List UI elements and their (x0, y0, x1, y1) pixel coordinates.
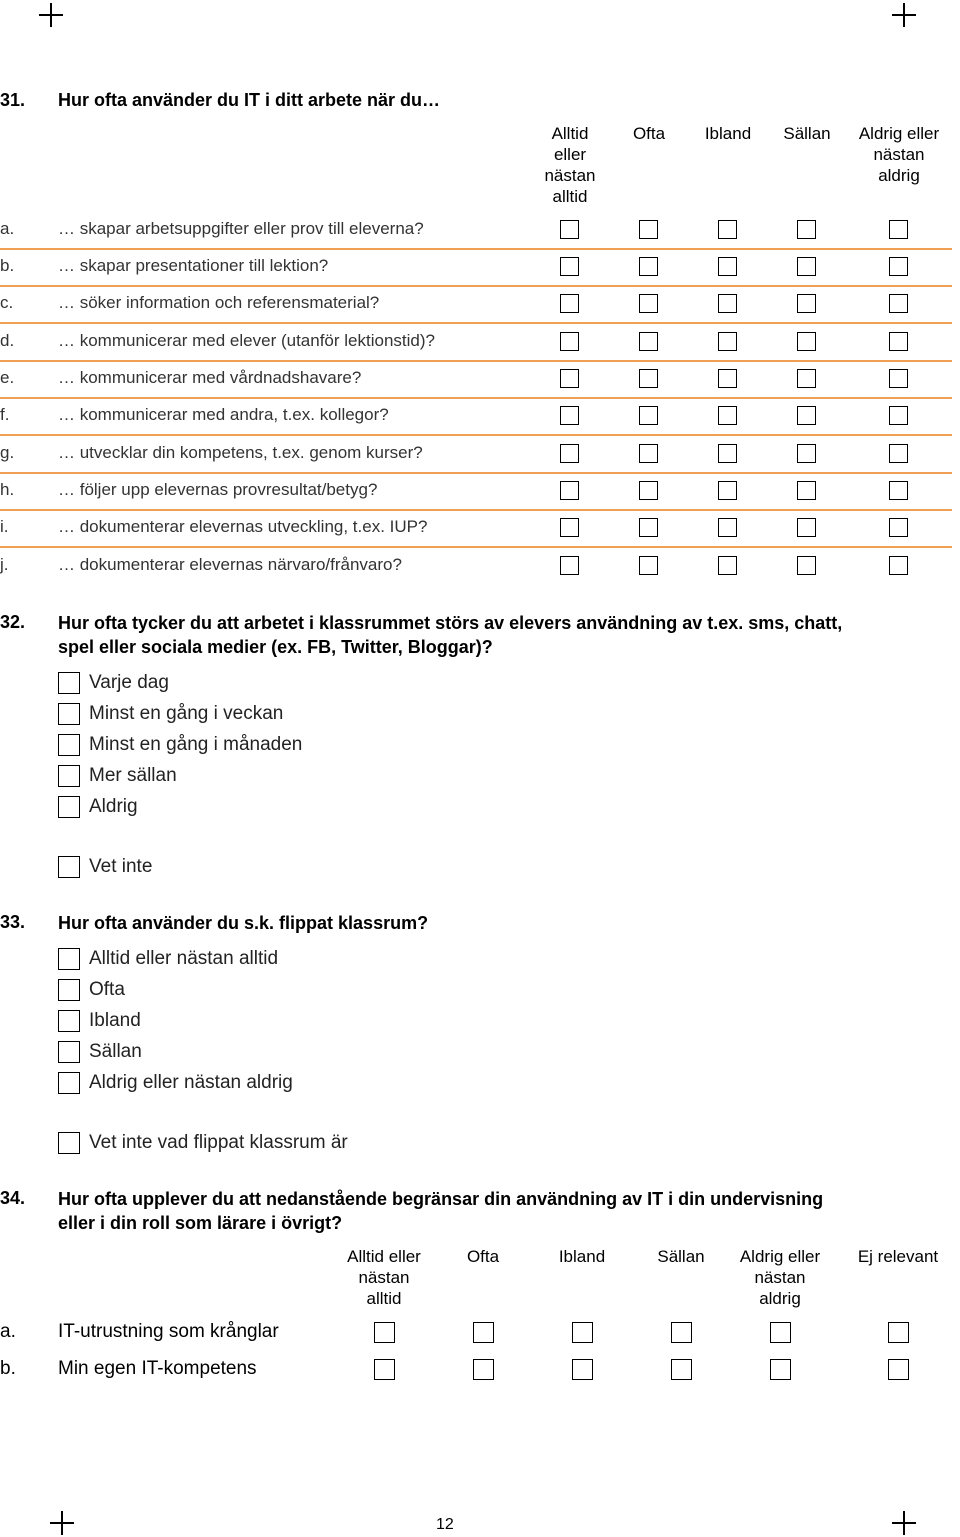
registration-mark-top-left (39, 3, 63, 27)
q31-checkbox[interactable] (797, 369, 816, 388)
q34-number: 34. (0, 1188, 26, 1208)
q31-checkbox[interactable] (560, 556, 579, 575)
q31-row-letter: j. (0, 555, 9, 574)
q33-option-label: Alltid eller nästan alltid (89, 948, 279, 969)
q33-option-checkbox[interactable] (58, 979, 80, 1001)
q33-question: Hur ofta använder du s.k. flippat klassrum? (58, 913, 429, 933)
q32-option-label: Varje dag (89, 672, 169, 693)
q31-checkbox[interactable] (797, 556, 816, 575)
q31-row-label: … kommunicerar med elever (utanför lektionstid)? (58, 331, 435, 350)
q31-checkbox[interactable] (718, 556, 737, 575)
q31-row-label: … dokumenterar elevernas närvaro/frånvaro? (58, 555, 402, 574)
q34-row-letter: a. (0, 1321, 16, 1342)
q31-column-header: Aldrig eller nästan aldrig (858, 124, 940, 185)
q31-checkbox[interactable] (560, 332, 579, 351)
q34-checkbox[interactable] (671, 1359, 692, 1380)
q31-checkbox[interactable] (560, 369, 579, 388)
q31-checkbox[interactable] (560, 406, 579, 425)
row-separator (0, 509, 952, 511)
q31-number: 31. (0, 90, 26, 110)
q31-column-header: Ibland (704, 124, 752, 143)
q31-checkbox[interactable] (560, 518, 579, 537)
q34-column-header: Ofta (466, 1247, 500, 1266)
q31-checkbox[interactable] (560, 444, 579, 463)
q31-checkbox[interactable] (797, 481, 816, 500)
q31-row-label: … söker information och referensmaterial? (58, 293, 380, 312)
q31-row-letter: c. (0, 293, 14, 312)
q32-option-checkbox[interactable] (58, 796, 80, 818)
q34-column-header: Ibland (558, 1247, 606, 1266)
q31-row-letter: i. (0, 517, 9, 536)
q31-checkbox[interactable] (639, 444, 658, 463)
q31-row-letter: f. (0, 405, 10, 424)
q31-checkbox[interactable] (718, 369, 737, 388)
q34-column-header: Ej relevant (857, 1247, 939, 1266)
q31-row-label: … dokumenterar elevernas utveckling, t.ex. IUP? (58, 517, 428, 536)
q31-checkbox[interactable] (797, 220, 816, 239)
q31-checkbox[interactable] (639, 406, 658, 425)
q31-checkbox[interactable] (718, 518, 737, 537)
q31-checkbox[interactable] (639, 481, 658, 500)
q31-row-letter: e. (0, 368, 15, 387)
q31-row-label: … utvecklar din kompetens, t.ex. genom kurser? (58, 443, 423, 462)
row-separator (0, 472, 952, 474)
q34-checkbox[interactable] (473, 1322, 494, 1343)
q31-row-letter: d. (0, 331, 15, 350)
q31-row-letter: h. (0, 480, 15, 499)
q32-question-line1: Hur ofta tycker du att arbetet i klassrummet störs av elevers användning av t.ex. sms, chatt, (58, 613, 843, 633)
q32-option-checkbox[interactable] (58, 703, 80, 725)
q31-checkbox[interactable] (639, 220, 658, 239)
q33-option-label: Aldrig eller nästan aldrig (89, 1072, 293, 1093)
q33-option-label: Vet inte vad flippat klassrum är (89, 1132, 348, 1153)
q32-option-label: Minst en gång i veckan (89, 703, 284, 724)
q31-checkbox[interactable] (718, 257, 737, 276)
q31-checkbox[interactable] (718, 444, 737, 463)
row-separator (0, 546, 952, 548)
q33-option-label: Sällan (89, 1041, 142, 1062)
q32-option-label: Minst en gång i månaden (89, 734, 303, 755)
q31-question: Hur ofta använder du IT i ditt arbete när du… (58, 90, 441, 110)
q31-row-label: … skapar arbetsuppgifter eller prov till eleverna? (58, 219, 424, 238)
q34-question-line2: eller i din roll som lärare i övrigt? (58, 1213, 343, 1233)
q31-checkbox[interactable] (889, 220, 908, 239)
q33-number: 33. (0, 912, 26, 932)
row-separator (0, 360, 952, 362)
row-separator (0, 248, 952, 250)
q32-option-checkbox[interactable] (58, 672, 80, 694)
q31-checkbox[interactable] (560, 220, 579, 239)
q31-checkbox[interactable] (889, 518, 908, 537)
q34-row-label: Min egen IT-kompetens (58, 1358, 257, 1379)
q34-row-letter: b. (0, 1358, 16, 1379)
q34-checkbox[interactable] (888, 1359, 909, 1380)
q33-option-label: Ofta (89, 979, 125, 1000)
q33-option-checkbox[interactable] (58, 1132, 80, 1154)
q31-checkbox[interactable] (889, 257, 908, 276)
q31-row-label: … följer upp elevernas provresultat/betyg? (58, 480, 378, 499)
q32-option-label: Vet inte (89, 856, 153, 877)
q31-checkbox[interactable] (718, 332, 737, 351)
q34-column-header: Alltid eller nästan alltid (347, 1247, 421, 1308)
q31-row-letter: b. (0, 256, 15, 275)
q34-column-header: Sällan (657, 1247, 705, 1266)
q32-question-line2: spel eller sociala medier (ex. FB, Twitter, Bloggar)? (58, 637, 493, 657)
q34-checkbox[interactable] (572, 1359, 593, 1380)
q34-checkbox[interactable] (374, 1359, 395, 1380)
q32-number: 32. (0, 612, 26, 632)
q31-checkbox[interactable] (889, 406, 908, 425)
q31-row-letter: g. (0, 443, 15, 462)
q31-checkbox[interactable] (889, 369, 908, 388)
q31-checkbox[interactable] (889, 294, 908, 313)
q31-checkbox[interactable] (639, 294, 658, 313)
q33-option-checkbox[interactable] (58, 1072, 80, 1094)
row-separator (0, 397, 952, 399)
q33-option-checkbox[interactable] (58, 1041, 80, 1063)
q34-row-label: IT-utrustning som krånglar (58, 1321, 279, 1342)
q31-checkbox[interactable] (639, 257, 658, 276)
q31-row-label: … kommunicerar med andra, t.ex. kollegor? (58, 405, 389, 424)
q31-checkbox[interactable] (889, 481, 908, 500)
registration-mark-bottom-right (892, 1511, 916, 1535)
q31-checkbox[interactable] (560, 481, 579, 500)
q34-question-line1: Hur ofta upplever du att nedanstående begränsar din användning av IT i din undervisning (58, 1189, 824, 1209)
q31-checkbox[interactable] (797, 444, 816, 463)
q31-checkbox[interactable] (718, 406, 737, 425)
row-separator (0, 322, 952, 324)
q34-column-header: Aldrig eller nästan aldrig (739, 1247, 821, 1308)
q31-checkbox[interactable] (889, 332, 908, 351)
q31-checkbox[interactable] (797, 294, 816, 313)
q31-row-label: … kommunicerar med vårdnadshavare? (58, 368, 362, 387)
q34-checkbox[interactable] (572, 1322, 593, 1343)
q33-option-label: Ibland (89, 1010, 141, 1031)
q31-checkbox[interactable] (889, 444, 908, 463)
q31-checkbox[interactable] (718, 481, 737, 500)
q31-checkbox[interactable] (560, 294, 579, 313)
q31-checkbox[interactable] (797, 406, 816, 425)
q34-checkbox[interactable] (770, 1322, 791, 1343)
q31-checkbox[interactable] (639, 332, 658, 351)
q32-option-label: Mer sällan (89, 765, 177, 786)
q31-checkbox[interactable] (560, 257, 579, 276)
q31-row-letter: a. (0, 219, 15, 238)
q31-checkbox[interactable] (797, 332, 816, 351)
q34-checkbox[interactable] (473, 1359, 494, 1380)
q32-option-checkbox[interactable] (58, 856, 80, 878)
q31-checkbox[interactable] (889, 556, 908, 575)
q33-option-checkbox[interactable] (58, 1010, 80, 1032)
registration-mark-top-right (892, 3, 916, 27)
q31-checkbox[interactable] (639, 556, 658, 575)
q31-column-header: Sällan (783, 124, 831, 143)
q34-checkbox[interactable] (888, 1322, 909, 1343)
q34-checkbox[interactable] (770, 1359, 791, 1380)
q32-option-label: Aldrig (89, 796, 138, 817)
q34-checkbox[interactable] (671, 1322, 692, 1343)
q31-checkbox[interactable] (797, 518, 816, 537)
q31-checkbox[interactable] (639, 369, 658, 388)
q33-option-checkbox[interactable] (58, 948, 80, 970)
registration-mark-bottom-left (50, 1511, 74, 1535)
q34-checkbox[interactable] (374, 1322, 395, 1343)
row-separator (0, 285, 952, 287)
q31-checkbox[interactable] (718, 294, 737, 313)
q31-checkbox[interactable] (718, 220, 737, 239)
q32-option-checkbox[interactable] (58, 734, 80, 756)
q31-column-header: Alltid eller nästan alltid (544, 124, 596, 206)
q31-row-label: … skapar presentationer till lektion? (58, 256, 329, 275)
q31-checkbox[interactable] (639, 518, 658, 537)
page-number: 12 (436, 1516, 454, 1533)
q31-column-header: Ofta (632, 124, 666, 143)
q32-option-checkbox[interactable] (58, 765, 80, 787)
row-separator (0, 434, 952, 436)
q31-checkbox[interactable] (797, 257, 816, 276)
